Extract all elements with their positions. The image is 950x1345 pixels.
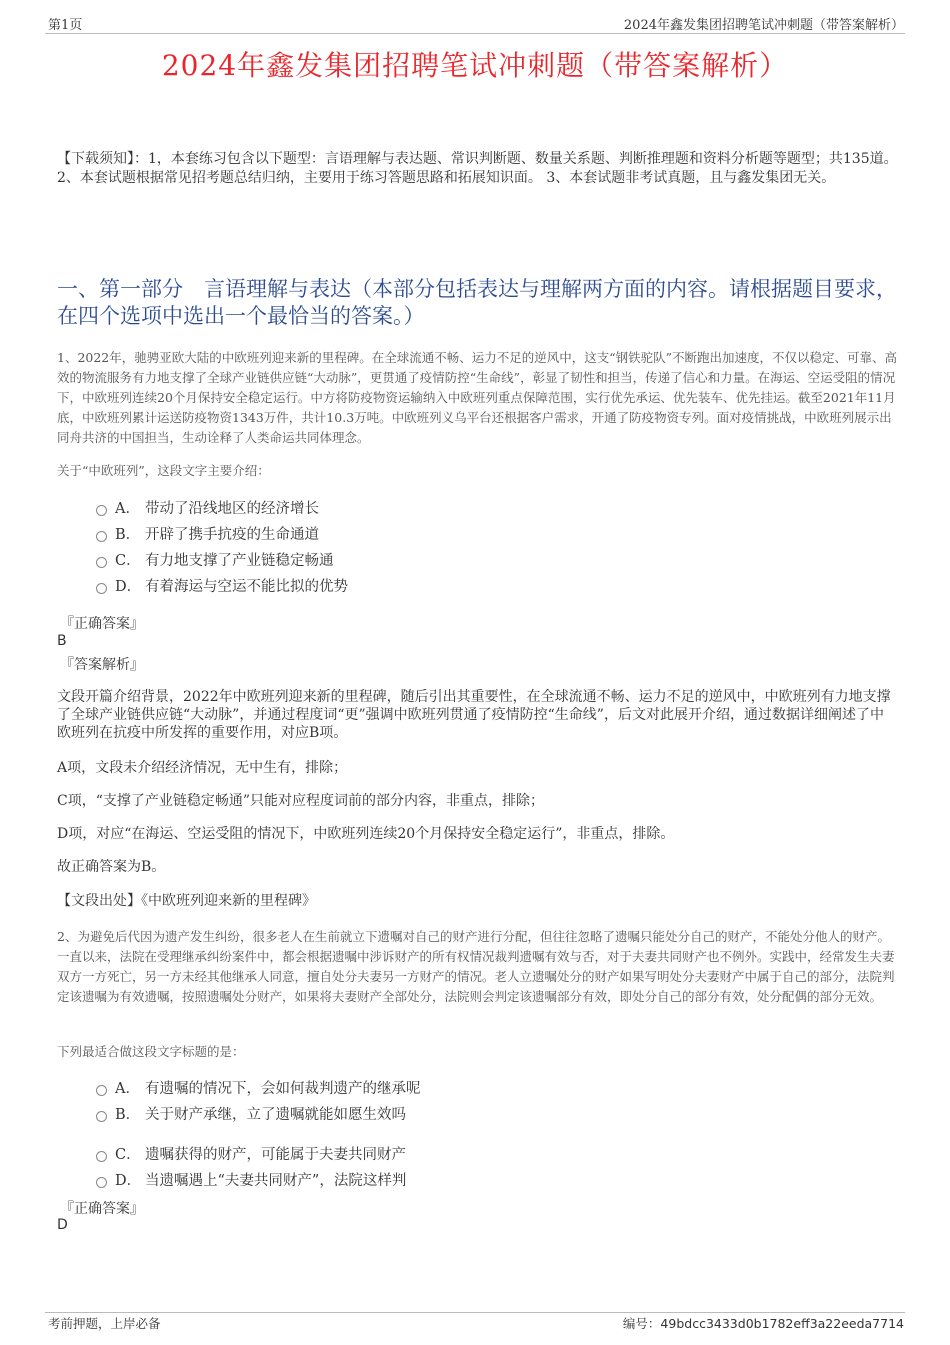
option-text: 开辟了携手抗疫的生命通道 — [145, 527, 319, 543]
section-heading: 一、第一部分 言语理解与表达（本部分包括表达与理解两方面的内容。请根据题目要求，在四个选项中选出一个最恰当的答案。） — [57, 277, 897, 328]
option-text: 关于财产承继，立了遗嘱就能如愿生效吗 — [145, 1107, 406, 1123]
option-letter: A． — [115, 1081, 140, 1097]
option-letter: B． — [115, 1107, 141, 1123]
radio-icon[interactable] — [96, 1177, 107, 1188]
question-1-answer: B — [57, 633, 67, 649]
question-1-analysis-d: D项，对应“在海运、空运受阻的情况下，中欧班列连续20个月保持安全稳定运行”，非重点，排除。 — [57, 826, 675, 842]
header-doc-title: 2024年鑫发集团招聘笔试冲刺题（带答案解析） — [623, 18, 904, 33]
option-letter: D． — [115, 579, 142, 595]
question-1-option-b[interactable] — [96, 523, 319, 544]
question-1-analysis-c: C项，“支撑了产业链稳定畅通”只能对应程度词前的部分内容，非重点，排除； — [57, 793, 545, 809]
radio-icon[interactable] — [96, 583, 107, 594]
question-1-text: 1、2022年，驰骋亚欧大陆的中欧班列迎来新的里程碑。在全球流通不畅、运力不足的逆风中，这支“钢铁驼队”不断跑出加速度，不仅以稳定、可靠、高效的物流服务有力地支撑了全球产业链供应链“大动脉”，更贯通了疫情防控“生命线”，彰显了韧性和担当，传递了信心和力量。在海运、空运受阻的情况下，中欧班列连续20个月保持安全稳定运行。中方将防疫物资运输纳入中欧班列重点保障范围，实行优先承运、优先装车、优先挂运。截至2021年11月底，中欧班列累计运送防疫物资1343万件，共计10.3万吨。中欧班列义乌平台还根据客户需求，开通了防疫物资专列。面对疫情挑战，中欧班列展示出同舟共济的中国担当，生动诠释了人类命运共同体理念。 — [57, 350, 898, 445]
question-1-option-a[interactable] — [96, 497, 319, 518]
question-1-prompt: 关于“中欧班列”，这段文字主要介绍： — [57, 463, 270, 478]
download-notice: 【下载须知】：1，本套练习包含以下题型：言语理解与表达题、常识判断题、数量关系题、判断推理题和资料分析题等题型；共135道。 2、本套试题根据常见招考题总结归纳，主要用于练习答题思路和拓展知识面。 3、本套试题非考试真题，且与鑫发集团无关。 — [57, 151, 898, 186]
footer-code — [623, 1314, 904, 1332]
option-letter: A． — [115, 501, 140, 517]
question-1-option-d[interactable] — [96, 575, 348, 596]
option-letter: B． — [115, 527, 141, 543]
header-divider — [45, 33, 905, 34]
footer-code-value: 49bdcc3433d0b1782eff3a22eeda7714 — [660, 1316, 904, 1331]
radio-icon[interactable] — [96, 557, 107, 568]
question-1-analysis-label: 『答案解析』 — [60, 657, 144, 673]
question-2-option-c[interactable] — [96, 1143, 406, 1164]
page-number: 第1页 — [48, 18, 83, 33]
question-2-option-b[interactable] — [96, 1103, 406, 1124]
radio-icon[interactable] — [96, 531, 107, 542]
option-text: 当遗嘱遇上“夫妻共同财产”，法院这样判 — [145, 1173, 407, 1189]
option-text: 遗嘱获得的财产，可能属于夫妻共同财产 — [145, 1147, 406, 1163]
radio-icon[interactable] — [96, 1085, 107, 1096]
question-1-source: 【文段出处】《中欧班列迎来新的里程碑》 — [57, 893, 316, 909]
option-text: 有遗嘱的情况下，会如何裁判遗产的继承呢 — [145, 1081, 421, 1097]
question-2-answer-label: 『正确答案』 — [60, 1201, 144, 1217]
question-2-text: 2、为避免后代因为遗产发生纠纷，很多老人在生前就立下遗嘱对自己的财产进行分配，但往往忽略了遗嘱只能处分自己的财产，不能处分他人的财产。一直以来，法院在受理继承纠纷案件中，都会根据遗嘱中涉诉财产的所有权情况裁判遗嘱有效与否，对于夫妻共同财产也不例外。实践中，经常发生夫妻双方一方死亡，另一方未经其他继承人同意，擅自处分夫妻另一方财产的情况。老人立遗嘱处分的财产如果写明处分夫妻财产中属于自己的部分，法院判定该遗嘱为有效遗嘱，按照遗嘱处分财产，如果将夫妻财产全部处分，法院则会判定该遗嘱部分有效，即处分自己的部分有效，处分配偶的部分无效。 — [57, 929, 895, 1004]
footer-divider — [45, 1312, 905, 1313]
question-1-answer-label: 『正确答案』 — [60, 616, 144, 632]
footer-code-label: 编号： — [622, 1316, 661, 1331]
footer-slogan: 考前押题，上岸必备 — [48, 1316, 161, 1331]
question-1-analysis-main: 文段开篇介绍背景，2022年中欧班列迎来新的里程碑，随后引出其重要性，在全球流通不畅、运力不足的逆风中，中欧班列有力地支撑了全球产业链供应链“大动脉”，并通过程度词“更”强调中欧班列贯通了疫情防控“生命线”，后文对此展开介绍，通过数据详细阐述了中欧班列在抗疫中所发挥的重要作用，对应B项。 — [57, 689, 891, 741]
question-2-option-a[interactable] — [96, 1077, 421, 1098]
radio-icon[interactable] — [96, 505, 107, 516]
option-letter: D． — [115, 1173, 142, 1189]
radio-icon[interactable] — [96, 1151, 107, 1162]
question-2-option-d[interactable] — [96, 1169, 406, 1190]
radio-icon[interactable] — [96, 1111, 107, 1122]
question-1-option-c[interactable] — [96, 549, 334, 570]
question-2-answer: D — [57, 1217, 68, 1233]
question-2-prompt: 下列最适合做这段文字标题的是： — [57, 1044, 245, 1059]
question-1-analysis-a: A项，文段未介绍经济情况，无中生有，排除； — [57, 760, 348, 776]
option-letter: C． — [115, 553, 141, 569]
option-text: 有力地支撑了产业链稳定畅通 — [145, 553, 334, 569]
question-1-conclusion: 故正确答案为B。 — [57, 859, 166, 875]
page-title: 2024年鑫发集团招聘笔试冲刺题（带答案解析） — [161, 49, 789, 82]
option-letter: C． — [115, 1147, 141, 1163]
option-text: 带动了沿线地区的经济增长 — [145, 501, 319, 517]
option-text: 有着海运与空运不能比拟的优势 — [145, 579, 348, 595]
